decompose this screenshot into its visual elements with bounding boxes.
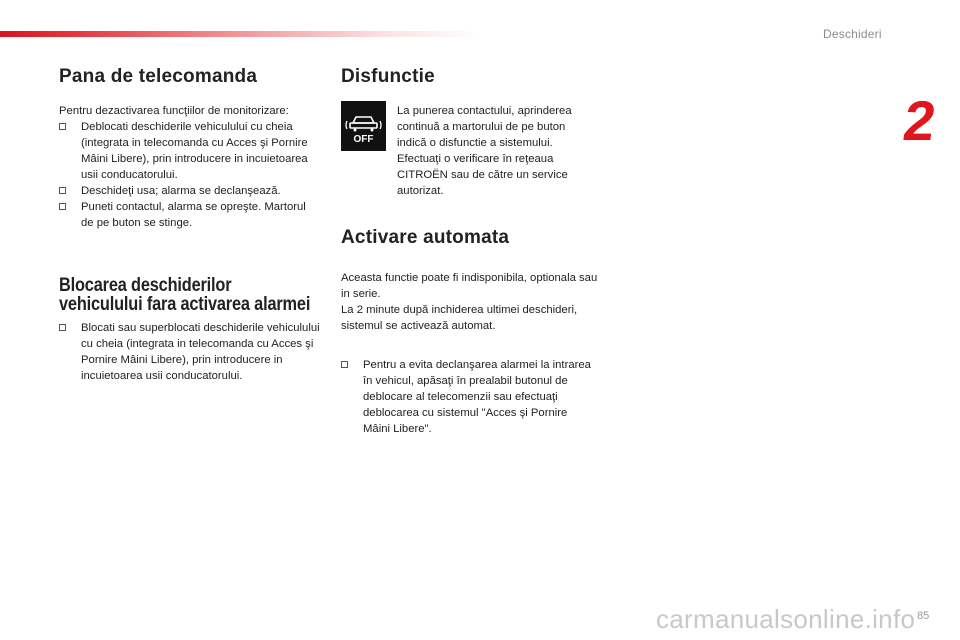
intro-text: Pentru dezactivarea funcţiilor de monitorizare: [59, 105, 289, 117]
list-item [59, 199, 317, 231]
heading-line: vehiculului fara activarea alarmei [59, 294, 311, 315]
auto-steps-list [341, 357, 591, 437]
header-accent-bar [0, 31, 480, 37]
auto-activation-text-2: La 2 minute după inchiderea ultimei deschideri, sistemul se activează automat. [341, 304, 578, 332]
bullet-marker-icon [59, 123, 66, 130]
steps-list-2 [59, 320, 321, 384]
steps-list [59, 119, 317, 231]
list-item [59, 119, 317, 183]
chapter-number: 2 [899, 89, 940, 152]
step-text: Deschideţi usa; alarma se declanşează. [81, 185, 281, 197]
heading-malfunction: Disfunctie [341, 66, 435, 87]
icon-off-label: OFF [353, 134, 374, 145]
bullet-marker-icon [59, 324, 66, 331]
auto-activation-text-1: Aceasta functie poate fi indisponibila, optionala sau in serie. [341, 272, 598, 300]
bullet-marker-icon [59, 187, 66, 194]
heading-automatic-activation: Activare automata [341, 227, 510, 248]
list-item [59, 183, 317, 199]
heading-line: Blocarea deschiderilor [59, 275, 232, 296]
watermark: carmanualsonline.info [656, 604, 916, 634]
list-item [59, 320, 321, 384]
malfunction-text: La punerea contactului, aprinderea continuă a martorului de pe buton indică o disfunctie a sistemului. Efectuaţi o verificare în reţeaua CITROËN sau de către un service autorizat. [397, 105, 572, 197]
bullet-marker-icon [341, 361, 348, 368]
page-number: 85 [917, 610, 930, 622]
step-text: Blocati sau superblocati deschiderile vehiculului cu cheia (integrata in telecomanda cu Acces şi Pornire Mâini Libere), prin introducere in incuietoarea usii conducatorului. [81, 322, 320, 382]
step-text: Puneti contactul, alarma se opreşte. Martorul de pe buton se stinge. [81, 201, 306, 229]
bullet-marker-icon [59, 203, 66, 210]
step-text: Deblocati deschiderile vehiculului cu cheia (integrata in telecomanda cu Acces şi Pornire Mâini Libere), prin introducere in incuietoarea usii conducatorului. [81, 121, 308, 181]
section-title: Deschideri [823, 27, 882, 41]
alarm-off-button-icon [341, 101, 386, 151]
heading-lock-without-alarm [59, 276, 310, 314]
heading-remote-failure: Pana de telecomanda [59, 66, 258, 87]
step-text: Pentru a evita declanşarea alarmei la intrarea în vehicul, apăsaţi în prealabil butonul de deblocare al telecomenzii sau efectuaţi deblocarea cu sistemul "Acces şi Pornire Mâini Libere". [363, 359, 591, 435]
list-item [341, 357, 591, 437]
